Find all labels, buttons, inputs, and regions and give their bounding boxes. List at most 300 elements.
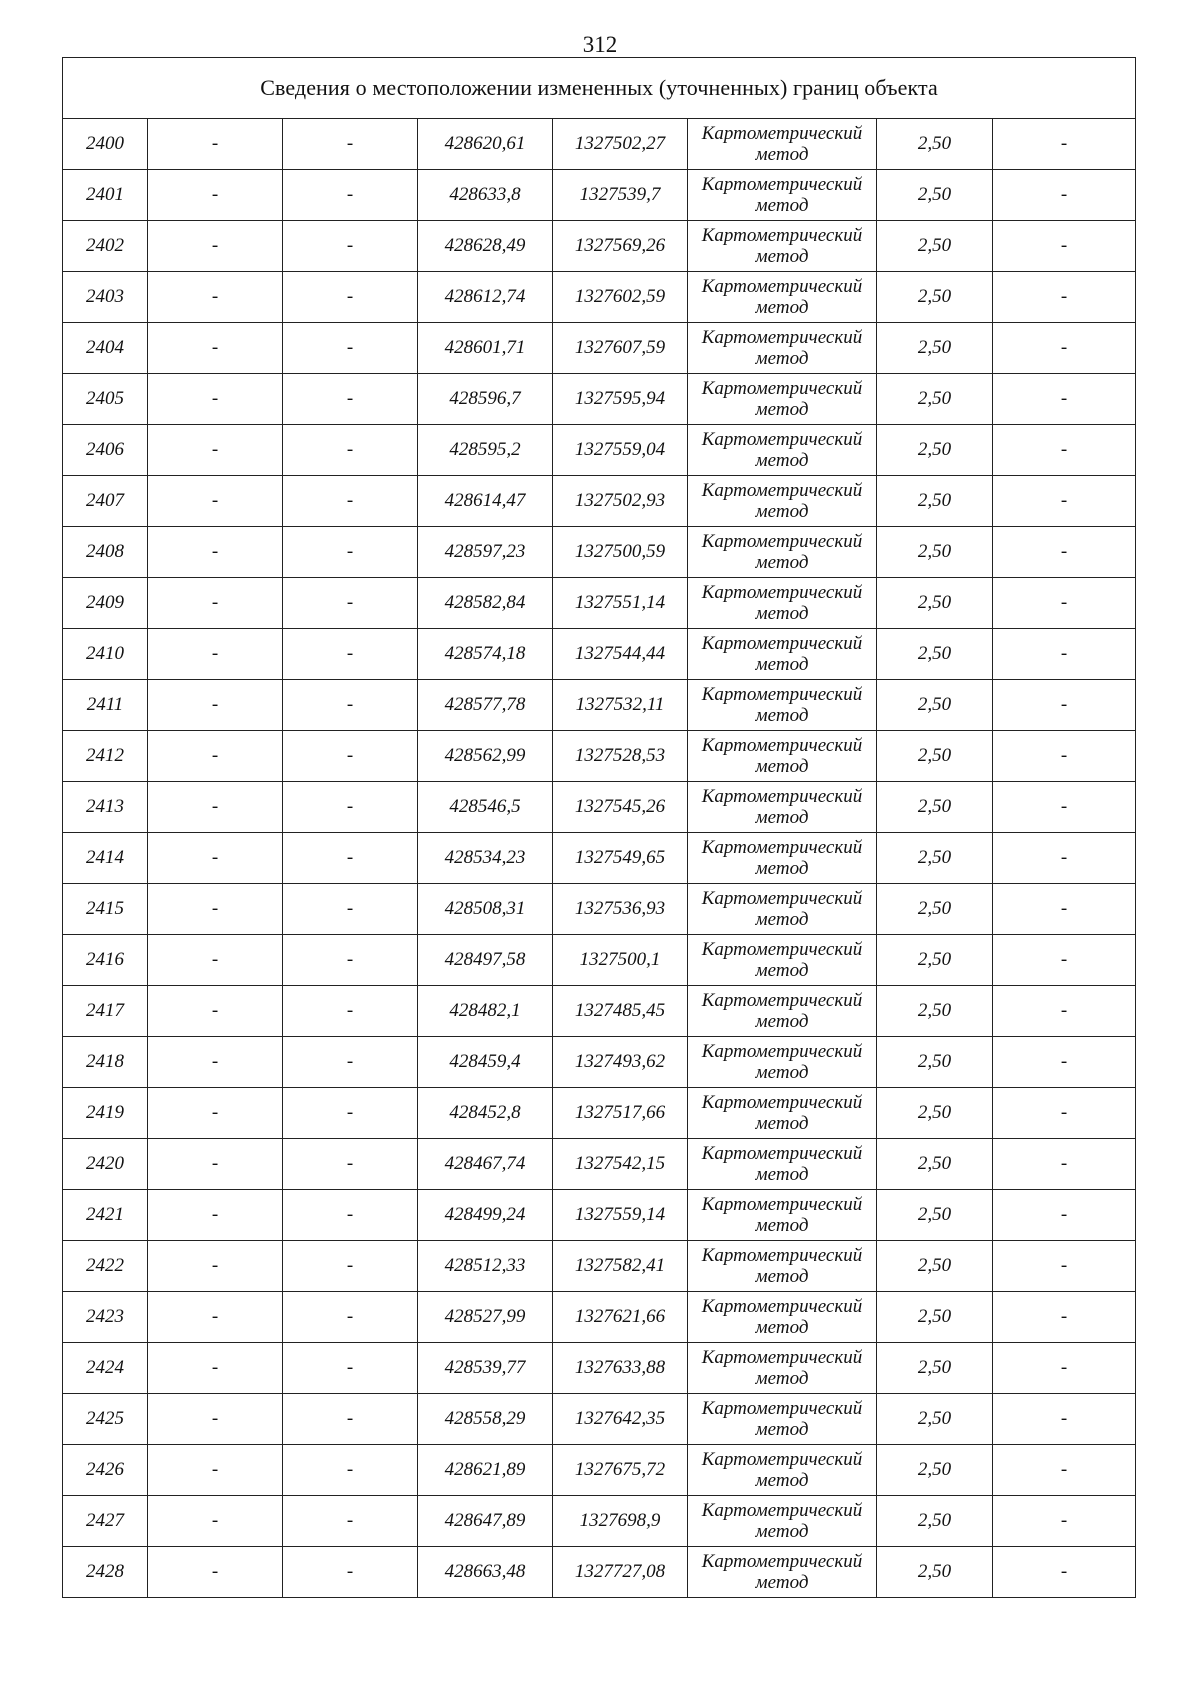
note-cell: - bbox=[993, 1037, 1136, 1088]
empty-value-cell: - bbox=[148, 1292, 283, 1343]
method-line-2: метод bbox=[755, 501, 809, 522]
table-row bbox=[63, 1088, 1136, 1139]
x-coordinate-cell: 428508,31 bbox=[418, 884, 553, 935]
method-line-2: метод bbox=[755, 1419, 809, 1440]
point-number-cell: 2420 bbox=[63, 1139, 148, 1190]
empty-value-cell: - bbox=[283, 374, 418, 425]
y-coordinate-cell: 1327493,62 bbox=[553, 1037, 688, 1088]
note-cell: - bbox=[993, 680, 1136, 731]
empty-value-cell: - bbox=[148, 935, 283, 986]
method-cell bbox=[688, 425, 877, 476]
empty-value-cell: - bbox=[148, 731, 283, 782]
note-cell: - bbox=[993, 476, 1136, 527]
table-row bbox=[63, 1547, 1136, 1598]
empty-value-cell: - bbox=[283, 680, 418, 731]
method-cell bbox=[688, 884, 877, 935]
table-row bbox=[63, 629, 1136, 680]
accuracy-cell: 2,50 bbox=[877, 782, 993, 833]
y-coordinate-cell: 1327595,94 bbox=[553, 374, 688, 425]
note-cell: - bbox=[993, 731, 1136, 782]
empty-value-cell: - bbox=[148, 1445, 283, 1496]
empty-value-cell: - bbox=[148, 884, 283, 935]
point-number-cell: 2412 bbox=[63, 731, 148, 782]
empty-value-cell: - bbox=[283, 833, 418, 884]
empty-value-cell: - bbox=[148, 221, 283, 272]
point-number-cell: 2416 bbox=[63, 935, 148, 986]
note-cell: - bbox=[993, 1394, 1136, 1445]
note-cell: - bbox=[993, 578, 1136, 629]
empty-value-cell: - bbox=[148, 527, 283, 578]
empty-value-cell: - bbox=[283, 884, 418, 935]
method-cell bbox=[688, 1088, 877, 1139]
method-cell bbox=[688, 1394, 877, 1445]
point-number-cell: 2428 bbox=[63, 1547, 148, 1598]
method-line-2: метод bbox=[755, 909, 809, 930]
note-cell: - bbox=[993, 986, 1136, 1037]
empty-value-cell: - bbox=[283, 1547, 418, 1598]
method-line-2: метод bbox=[755, 960, 809, 981]
x-coordinate-cell: 428497,58 bbox=[418, 935, 553, 986]
method-line-1: Картометрический bbox=[701, 1092, 863, 1113]
note-cell: - bbox=[993, 1190, 1136, 1241]
table-row bbox=[63, 272, 1136, 323]
table-row bbox=[63, 680, 1136, 731]
table-row bbox=[63, 578, 1136, 629]
method-line-1: Картометрический bbox=[701, 174, 863, 195]
method-line-2: метод bbox=[755, 756, 809, 777]
y-coordinate-cell: 1327727,08 bbox=[553, 1547, 688, 1598]
y-coordinate-cell: 1327675,72 bbox=[553, 1445, 688, 1496]
x-coordinate-cell: 428539,77 bbox=[418, 1343, 553, 1394]
empty-value-cell: - bbox=[148, 425, 283, 476]
x-coordinate-cell: 428482,1 bbox=[418, 986, 553, 1037]
method-line-1: Картометрический bbox=[701, 480, 863, 501]
x-coordinate-cell: 428596,7 bbox=[418, 374, 553, 425]
x-coordinate-cell: 428663,48 bbox=[418, 1547, 553, 1598]
point-number-cell: 2401 bbox=[63, 170, 148, 221]
method-line-1: Картометрический bbox=[701, 633, 863, 654]
empty-value-cell: - bbox=[283, 170, 418, 221]
empty-value-cell: - bbox=[283, 1394, 418, 1445]
y-coordinate-cell: 1327559,04 bbox=[553, 425, 688, 476]
method-line-2: метод bbox=[755, 348, 809, 369]
method-line-2: метод bbox=[755, 807, 809, 828]
table-row bbox=[63, 374, 1136, 425]
table-row bbox=[63, 935, 1136, 986]
x-coordinate-cell: 428647,89 bbox=[418, 1496, 553, 1547]
note-cell: - bbox=[993, 1292, 1136, 1343]
accuracy-cell: 2,50 bbox=[877, 578, 993, 629]
method-line-1: Картометрический bbox=[701, 1194, 863, 1215]
method-line-2: метод bbox=[755, 1215, 809, 1236]
empty-value-cell: - bbox=[148, 578, 283, 629]
method-line-1: Картометрический bbox=[701, 735, 863, 756]
point-number-cell: 2422 bbox=[63, 1241, 148, 1292]
y-coordinate-cell: 1327569,26 bbox=[553, 221, 688, 272]
empty-value-cell: - bbox=[148, 1496, 283, 1547]
x-coordinate-cell: 428620,61 bbox=[418, 119, 553, 170]
table-row bbox=[63, 1445, 1136, 1496]
x-coordinate-cell: 428597,23 bbox=[418, 527, 553, 578]
method-line-1: Картометрический bbox=[701, 1347, 863, 1368]
x-coordinate-cell: 428577,78 bbox=[418, 680, 553, 731]
method-line-1: Картометрический bbox=[701, 276, 863, 297]
method-line-1: Картометрический bbox=[701, 327, 863, 348]
method-line-1: Картометрический bbox=[701, 1143, 863, 1164]
empty-value-cell: - bbox=[148, 1037, 283, 1088]
point-number-cell: 2406 bbox=[63, 425, 148, 476]
empty-value-cell: - bbox=[283, 1343, 418, 1394]
point-number-cell: 2408 bbox=[63, 527, 148, 578]
y-coordinate-cell: 1327559,14 bbox=[553, 1190, 688, 1241]
note-cell: - bbox=[993, 1343, 1136, 1394]
y-coordinate-cell: 1327544,44 bbox=[553, 629, 688, 680]
x-coordinate-cell: 428574,18 bbox=[418, 629, 553, 680]
empty-value-cell: - bbox=[283, 629, 418, 680]
y-coordinate-cell: 1327542,15 bbox=[553, 1139, 688, 1190]
y-coordinate-cell: 1327532,11 bbox=[553, 680, 688, 731]
point-number-cell: 2415 bbox=[63, 884, 148, 935]
method-line-1: Картометрический bbox=[701, 837, 863, 858]
empty-value-cell: - bbox=[283, 425, 418, 476]
method-line-1: Картометрический bbox=[701, 1500, 863, 1521]
method-cell bbox=[688, 527, 877, 578]
empty-value-cell: - bbox=[148, 1139, 283, 1190]
point-number-cell: 2402 bbox=[63, 221, 148, 272]
table-title-row bbox=[63, 58, 1136, 119]
point-number-cell: 2426 bbox=[63, 1445, 148, 1496]
y-coordinate-cell: 1327642,35 bbox=[553, 1394, 688, 1445]
method-cell bbox=[688, 1292, 877, 1343]
y-coordinate-cell: 1327545,26 bbox=[553, 782, 688, 833]
empty-value-cell: - bbox=[283, 1190, 418, 1241]
method-line-2: метод bbox=[755, 1011, 809, 1032]
method-line-2: метод bbox=[755, 1164, 809, 1185]
method-line-1: Картометрический bbox=[701, 378, 863, 399]
accuracy-cell: 2,50 bbox=[877, 1394, 993, 1445]
empty-value-cell: - bbox=[148, 782, 283, 833]
accuracy-cell: 2,50 bbox=[877, 1037, 993, 1088]
method-line-2: метод bbox=[755, 654, 809, 675]
accuracy-cell: 2,50 bbox=[877, 527, 993, 578]
x-coordinate-cell: 428512,33 bbox=[418, 1241, 553, 1292]
method-cell bbox=[688, 170, 877, 221]
note-cell: - bbox=[993, 527, 1136, 578]
method-line-2: метод bbox=[755, 297, 809, 318]
empty-value-cell: - bbox=[148, 323, 283, 374]
point-number-cell: 2417 bbox=[63, 986, 148, 1037]
empty-value-cell: - bbox=[148, 680, 283, 731]
method-line-2: метод bbox=[755, 1113, 809, 1134]
accuracy-cell: 2,50 bbox=[877, 1496, 993, 1547]
x-coordinate-cell: 428612,74 bbox=[418, 272, 553, 323]
accuracy-cell: 2,50 bbox=[877, 1547, 993, 1598]
method-line-2: метод bbox=[755, 1317, 809, 1338]
method-line-1: Картометрический bbox=[701, 786, 863, 807]
table-row bbox=[63, 1241, 1136, 1292]
accuracy-cell: 2,50 bbox=[877, 680, 993, 731]
empty-value-cell: - bbox=[283, 935, 418, 986]
y-coordinate-cell: 1327549,65 bbox=[553, 833, 688, 884]
y-coordinate-cell: 1327500,59 bbox=[553, 527, 688, 578]
empty-value-cell: - bbox=[283, 1088, 418, 1139]
method-line-1: Картометрический bbox=[701, 1041, 863, 1062]
accuracy-cell: 2,50 bbox=[877, 935, 993, 986]
x-coordinate-cell: 428633,8 bbox=[418, 170, 553, 221]
method-line-2: метод bbox=[755, 858, 809, 879]
point-number-cell: 2405 bbox=[63, 374, 148, 425]
empty-value-cell: - bbox=[283, 476, 418, 527]
accuracy-cell: 2,50 bbox=[877, 1139, 993, 1190]
note-cell: - bbox=[993, 221, 1136, 272]
accuracy-cell: 2,50 bbox=[877, 884, 993, 935]
method-cell bbox=[688, 680, 877, 731]
method-line-1: Картометрический bbox=[701, 1551, 863, 1572]
point-number-cell: 2424 bbox=[63, 1343, 148, 1394]
note-cell: - bbox=[993, 272, 1136, 323]
accuracy-cell: 2,50 bbox=[877, 323, 993, 374]
method-line-1: Картометрический bbox=[701, 429, 863, 450]
x-coordinate-cell: 428534,23 bbox=[418, 833, 553, 884]
method-cell bbox=[688, 782, 877, 833]
y-coordinate-cell: 1327502,27 bbox=[553, 119, 688, 170]
method-line-2: метод bbox=[755, 246, 809, 267]
note-cell: - bbox=[993, 170, 1136, 221]
empty-value-cell: - bbox=[148, 1241, 283, 1292]
accuracy-cell: 2,50 bbox=[877, 629, 993, 680]
table-title: Сведения о местоположении измененных (уточненных) границ объекта bbox=[63, 58, 1136, 119]
point-number-cell: 2403 bbox=[63, 272, 148, 323]
method-line-2: метод bbox=[755, 450, 809, 471]
point-number-cell: 2425 bbox=[63, 1394, 148, 1445]
x-coordinate-cell: 428459,4 bbox=[418, 1037, 553, 1088]
empty-value-cell: - bbox=[283, 782, 418, 833]
page-number: 312 bbox=[582, 32, 618, 57]
x-coordinate-cell: 428614,47 bbox=[418, 476, 553, 527]
empty-value-cell: - bbox=[148, 1547, 283, 1598]
table-row bbox=[63, 986, 1136, 1037]
table-row bbox=[63, 323, 1136, 374]
empty-value-cell: - bbox=[283, 1037, 418, 1088]
x-coordinate-cell: 428628,49 bbox=[418, 221, 553, 272]
method-cell bbox=[688, 731, 877, 782]
method-cell bbox=[688, 1037, 877, 1088]
method-cell bbox=[688, 1496, 877, 1547]
point-number-cell: 2419 bbox=[63, 1088, 148, 1139]
accuracy-cell: 2,50 bbox=[877, 1445, 993, 1496]
method-line-2: метод bbox=[755, 399, 809, 420]
y-coordinate-cell: 1327582,41 bbox=[553, 1241, 688, 1292]
y-coordinate-cell: 1327602,59 bbox=[553, 272, 688, 323]
point-number-cell: 2427 bbox=[63, 1496, 148, 1547]
empty-value-cell: - bbox=[148, 476, 283, 527]
method-cell bbox=[688, 578, 877, 629]
empty-value-cell: - bbox=[148, 272, 283, 323]
table-row bbox=[63, 1292, 1136, 1343]
empty-value-cell: - bbox=[283, 221, 418, 272]
empty-value-cell: - bbox=[148, 629, 283, 680]
method-cell bbox=[688, 833, 877, 884]
y-coordinate-cell: 1327607,59 bbox=[553, 323, 688, 374]
note-cell: - bbox=[993, 782, 1136, 833]
method-line-2: метод bbox=[755, 1266, 809, 1287]
point-number-cell: 2400 bbox=[63, 119, 148, 170]
empty-value-cell: - bbox=[283, 1445, 418, 1496]
method-line-2: метод bbox=[755, 195, 809, 216]
empty-value-cell: - bbox=[148, 170, 283, 221]
method-line-1: Картометрический bbox=[701, 1449, 863, 1470]
point-number-cell: 2404 bbox=[63, 323, 148, 374]
empty-value-cell: - bbox=[148, 1394, 283, 1445]
empty-value-cell: - bbox=[283, 731, 418, 782]
y-coordinate-cell: 1327500,1 bbox=[553, 935, 688, 986]
method-line-1: Картометрический bbox=[701, 225, 863, 246]
point-number-cell: 2421 bbox=[63, 1190, 148, 1241]
table-row bbox=[63, 1139, 1136, 1190]
method-line-2: метод bbox=[755, 1062, 809, 1083]
method-cell bbox=[688, 476, 877, 527]
empty-value-cell: - bbox=[148, 374, 283, 425]
note-cell: - bbox=[993, 323, 1136, 374]
accuracy-cell: 2,50 bbox=[877, 476, 993, 527]
empty-value-cell: - bbox=[148, 119, 283, 170]
note-cell: - bbox=[993, 1088, 1136, 1139]
point-number-cell: 2418 bbox=[63, 1037, 148, 1088]
note-cell: - bbox=[993, 884, 1136, 935]
empty-value-cell: - bbox=[283, 1139, 418, 1190]
method-line-2: метод bbox=[755, 552, 809, 573]
method-line-1: Картометрический bbox=[701, 684, 863, 705]
method-cell bbox=[688, 272, 877, 323]
note-cell: - bbox=[993, 425, 1136, 476]
x-coordinate-cell: 428562,99 bbox=[418, 731, 553, 782]
table-row bbox=[63, 221, 1136, 272]
method-cell bbox=[688, 1547, 877, 1598]
x-coordinate-cell: 428452,8 bbox=[418, 1088, 553, 1139]
method-line-2: метод bbox=[755, 144, 809, 165]
point-number-cell: 2409 bbox=[63, 578, 148, 629]
y-coordinate-cell: 1327502,93 bbox=[553, 476, 688, 527]
note-cell: - bbox=[993, 1139, 1136, 1190]
method-line-1: Картометрический bbox=[701, 1398, 863, 1419]
point-number-cell: 2411 bbox=[63, 680, 148, 731]
y-coordinate-cell: 1327551,14 bbox=[553, 578, 688, 629]
method-line-2: метод bbox=[755, 1572, 809, 1593]
point-number-cell: 2423 bbox=[63, 1292, 148, 1343]
x-coordinate-cell: 428621,89 bbox=[418, 1445, 553, 1496]
method-line-1: Картометрический bbox=[701, 990, 863, 1011]
empty-value-cell: - bbox=[148, 1190, 283, 1241]
method-cell bbox=[688, 119, 877, 170]
point-number-cell: 2407 bbox=[63, 476, 148, 527]
x-coordinate-cell: 428582,84 bbox=[418, 578, 553, 629]
point-number-cell: 2414 bbox=[63, 833, 148, 884]
method-cell bbox=[688, 374, 877, 425]
note-cell: - bbox=[993, 1496, 1136, 1547]
empty-value-cell: - bbox=[283, 1292, 418, 1343]
accuracy-cell: 2,50 bbox=[877, 119, 993, 170]
empty-value-cell: - bbox=[283, 119, 418, 170]
method-line-2: метод bbox=[755, 1368, 809, 1389]
accuracy-cell: 2,50 bbox=[877, 1088, 993, 1139]
empty-value-cell: - bbox=[283, 323, 418, 374]
accuracy-cell: 2,50 bbox=[877, 1190, 993, 1241]
table-row bbox=[63, 1343, 1136, 1394]
method-line-2: метод bbox=[755, 1521, 809, 1542]
y-coordinate-cell: 1327528,53 bbox=[553, 731, 688, 782]
x-coordinate-cell: 428601,71 bbox=[418, 323, 553, 374]
method-cell bbox=[688, 1139, 877, 1190]
empty-value-cell: - bbox=[148, 1343, 283, 1394]
method-line-1: Картометрический bbox=[701, 939, 863, 960]
table-row bbox=[63, 170, 1136, 221]
method-line-1: Картометрический bbox=[701, 1296, 863, 1317]
accuracy-cell: 2,50 bbox=[877, 833, 993, 884]
table-row bbox=[63, 1496, 1136, 1547]
empty-value-cell: - bbox=[148, 833, 283, 884]
table-row bbox=[63, 782, 1136, 833]
method-cell bbox=[688, 221, 877, 272]
method-cell bbox=[688, 935, 877, 986]
method-cell bbox=[688, 986, 877, 1037]
method-line-1: Картометрический bbox=[701, 888, 863, 909]
empty-value-cell: - bbox=[283, 986, 418, 1037]
y-coordinate-cell: 1327485,45 bbox=[553, 986, 688, 1037]
y-coordinate-cell: 1327536,93 bbox=[553, 884, 688, 935]
x-coordinate-cell: 428595,2 bbox=[418, 425, 553, 476]
method-cell bbox=[688, 1343, 877, 1394]
y-coordinate-cell: 1327539,7 bbox=[553, 170, 688, 221]
accuracy-cell: 2,50 bbox=[877, 986, 993, 1037]
y-coordinate-cell: 1327698,9 bbox=[553, 1496, 688, 1547]
table-row bbox=[63, 1037, 1136, 1088]
y-coordinate-cell: 1327621,66 bbox=[553, 1292, 688, 1343]
table-row bbox=[63, 731, 1136, 782]
accuracy-cell: 2,50 bbox=[877, 170, 993, 221]
method-line-2: метод bbox=[755, 1470, 809, 1491]
table-row bbox=[63, 884, 1136, 935]
method-line-2: метод bbox=[755, 603, 809, 624]
empty-value-cell: - bbox=[283, 578, 418, 629]
note-cell: - bbox=[993, 935, 1136, 986]
note-cell: - bbox=[993, 1241, 1136, 1292]
x-coordinate-cell: 428467,74 bbox=[418, 1139, 553, 1190]
empty-value-cell: - bbox=[148, 1088, 283, 1139]
table-row bbox=[63, 833, 1136, 884]
accuracy-cell: 2,50 bbox=[877, 731, 993, 782]
method-line-1: Картометрический bbox=[701, 531, 863, 552]
accuracy-cell: 2,50 bbox=[877, 425, 993, 476]
accuracy-cell: 2,50 bbox=[877, 1241, 993, 1292]
method-line-1: Картометрический bbox=[701, 582, 863, 603]
method-cell bbox=[688, 1190, 877, 1241]
accuracy-cell: 2,50 bbox=[877, 1343, 993, 1394]
empty-value-cell: - bbox=[148, 986, 283, 1037]
table-row bbox=[63, 425, 1136, 476]
y-coordinate-cell: 1327633,88 bbox=[553, 1343, 688, 1394]
x-coordinate-cell: 428546,5 bbox=[418, 782, 553, 833]
method-line-2: метод bbox=[755, 705, 809, 726]
empty-value-cell: - bbox=[283, 1496, 418, 1547]
point-number-cell: 2413 bbox=[63, 782, 148, 833]
note-cell: - bbox=[993, 629, 1136, 680]
x-coordinate-cell: 428499,24 bbox=[418, 1190, 553, 1241]
table-row bbox=[63, 476, 1136, 527]
boundary-coordinates-table bbox=[62, 57, 1136, 1598]
method-cell bbox=[688, 629, 877, 680]
method-cell bbox=[688, 1445, 877, 1496]
accuracy-cell: 2,50 bbox=[877, 272, 993, 323]
